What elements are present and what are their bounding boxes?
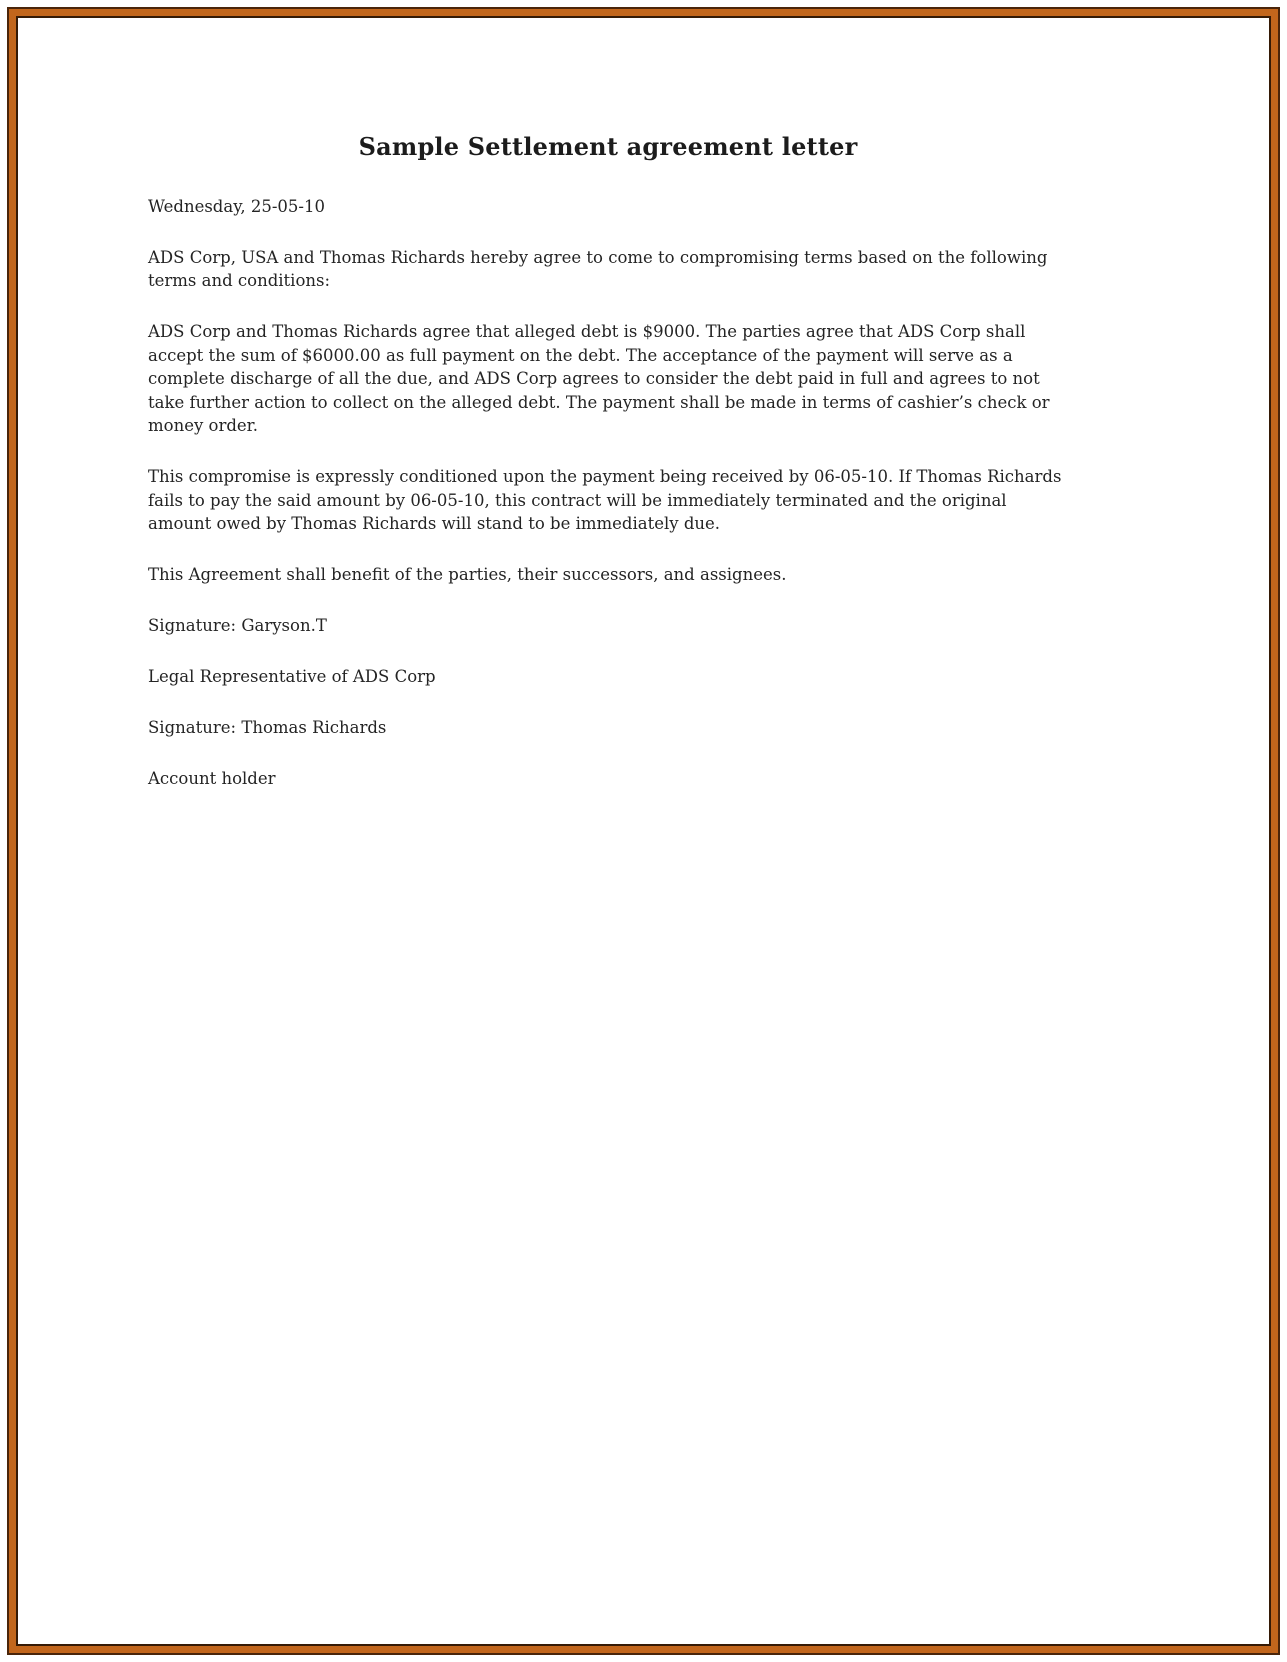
letter-document (148, 0, 1068, 818)
terms-paragraph: ADS Corp and Thomas Richards agree that alleged debt is $9000. The parties agree that ADS Corp shall accept the sum of $6000.00 as full payment on the debt. The acceptance of the payment will serve as a complete discharge of all the due, and ADS Corp agrees to consider the debt paid in full and agrees to not take further action to collect on the alleged debt. The payment shall be made in terms of cashier’s check or money order. (148, 322, 1050, 436)
intro-paragraph: ADS Corp, USA and Thomas Richards hereby agree to come to compromising terms based on the following terms and conditions: (148, 247, 1048, 291)
date-line: Wednesday, 25-05-10 (148, 196, 325, 216)
condition-paragraph: This compromise is expressly conditioned upon the payment being received by 06-05-10. If Thomas Richards fails to pay the said amount by 06-05-10, this contract will be immediately terminated and the original amount owed by Thomas Richards will stand to be immediately due. (148, 467, 1062, 534)
benefit-paragraph: This Agreement shall benefit of the parties, their successors, and assignees. (148, 565, 787, 585)
signature-line-2: Signature: Thomas Richards (148, 718, 387, 738)
page-title: Sample Settlement agreement letter (358, 132, 858, 161)
signature-role-1: Legal Representative of ADS Corp (148, 667, 436, 687)
signature-line-1: Signature: Garyson.T (148, 616, 327, 636)
signature-role-2: Account holder (148, 769, 276, 789)
